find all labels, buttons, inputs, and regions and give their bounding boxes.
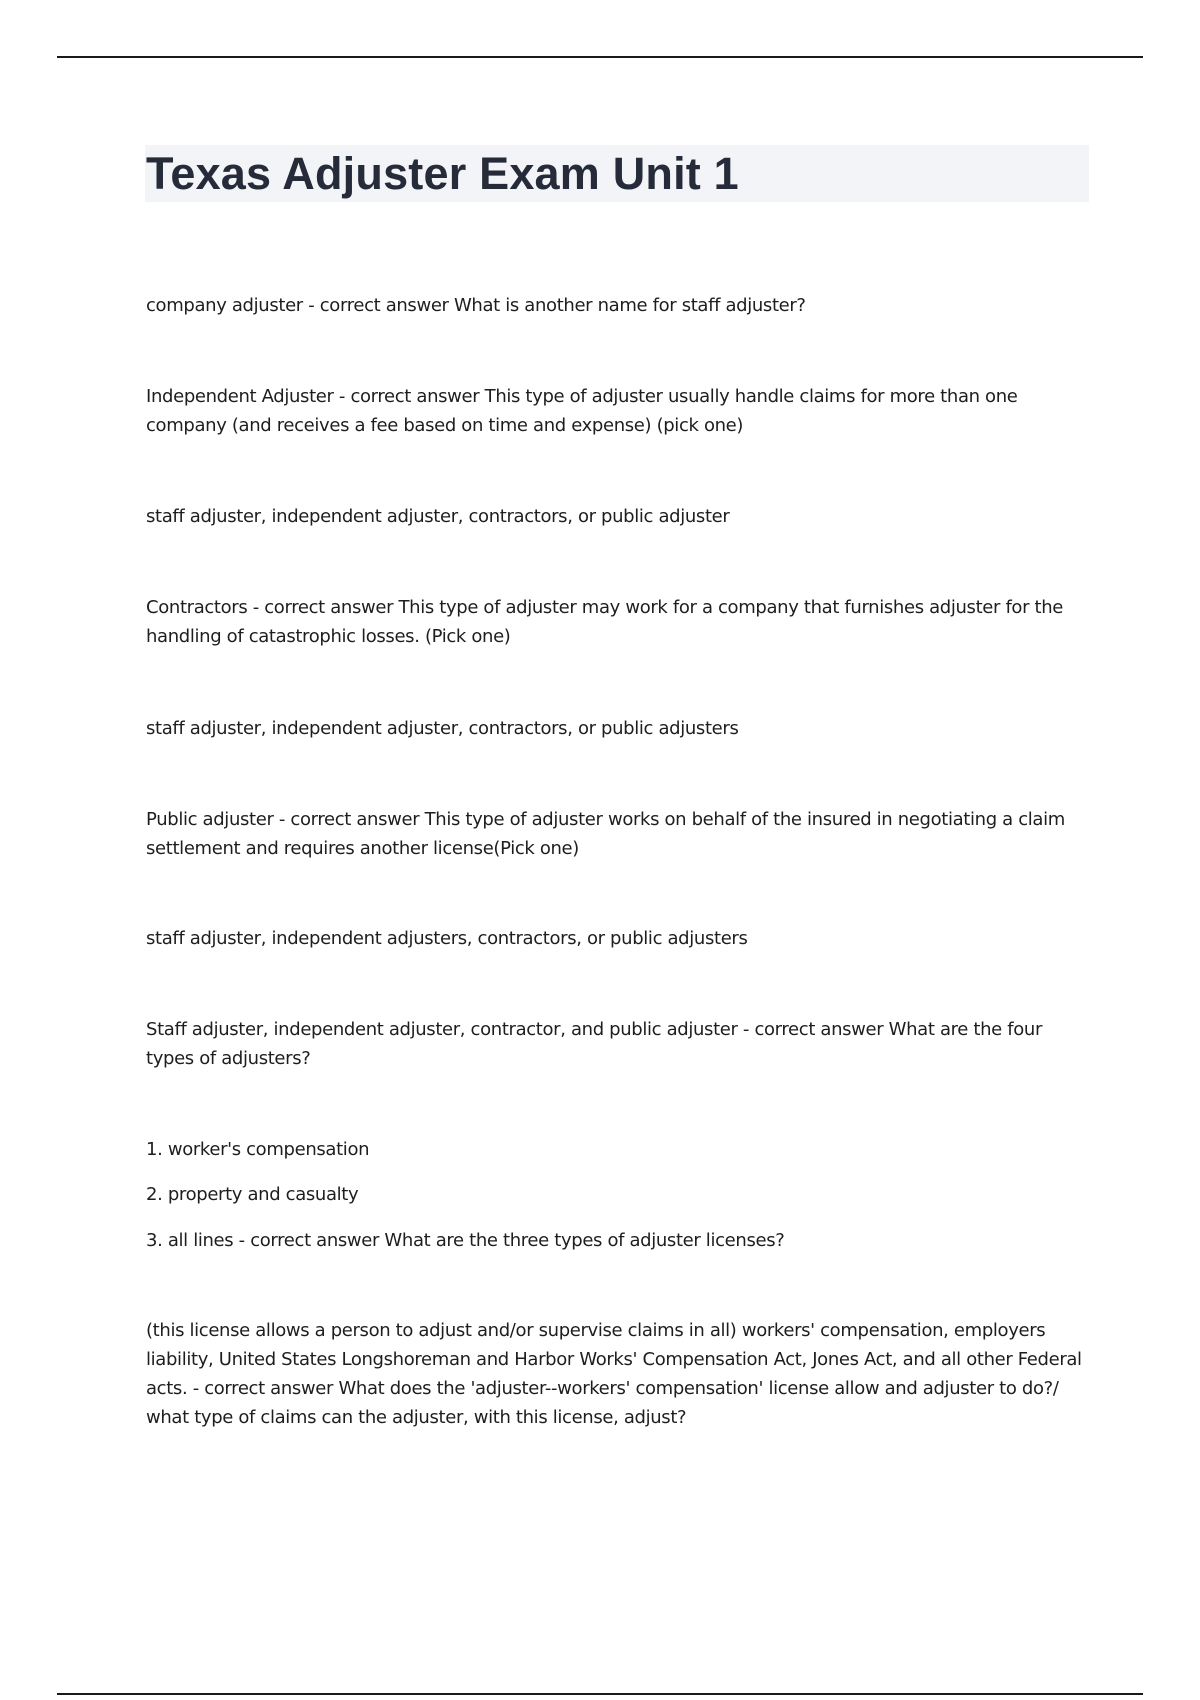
qa-paragraph: Staff adjuster, independent adjuster, contractor, and public adjuster - correct answer What are the four types of adjusters? (146, 1019, 1042, 1069)
qa-paragraph: Contractors - correct answer This type of adjuster may work for a company that furnishes adjuster for the handling of catastrophic losses. (Pick one) (146, 597, 1064, 647)
list-item: 2. property and casualty (146, 1184, 359, 1205)
list-item: 1. worker's compensation (146, 1139, 370, 1160)
bottom-rule (57, 1693, 1143, 1695)
list-item: 3. all lines - correct answer What are the three types of adjuster licenses? (146, 1230, 785, 1251)
qa-paragraph: staff adjuster, independent adjuster, contractors, or public adjuster (146, 506, 730, 527)
qa-paragraph: (this license allows a person to adjust and/or supervise claims in all) workers' compensation, employers liability, United States Longshoreman and Harbor Works' Compensation Act, Jones Act, and all other Federal acts. - correct answer What does the 'adjuster--workers' compensation' license allow and adjuster to do?/ what type of claims can the adjuster, with this license, adjust? (146, 1320, 1082, 1428)
qa-paragraph: staff adjuster, independent adjusters, contractors, or public adjusters (146, 928, 748, 949)
page-title: Texas Adjuster Exam Unit 1 (146, 148, 739, 199)
qa-paragraph: company adjuster - correct answer What is another name for staff adjuster? (146, 295, 806, 316)
qa-paragraph: staff adjuster, independent adjuster, contractors, or public adjusters (146, 718, 739, 739)
qa-paragraph: Public adjuster - correct answer This type of adjuster works on behalf of the insured in negotiating a claim settlement and requires another license(Pick one) (146, 809, 1065, 859)
top-rule (57, 56, 1143, 58)
qa-paragraph: Independent Adjuster - correct answer This type of adjuster usually handle claims for more than one company (and receives a fee based on time and expense) (pick one) (146, 386, 1018, 436)
